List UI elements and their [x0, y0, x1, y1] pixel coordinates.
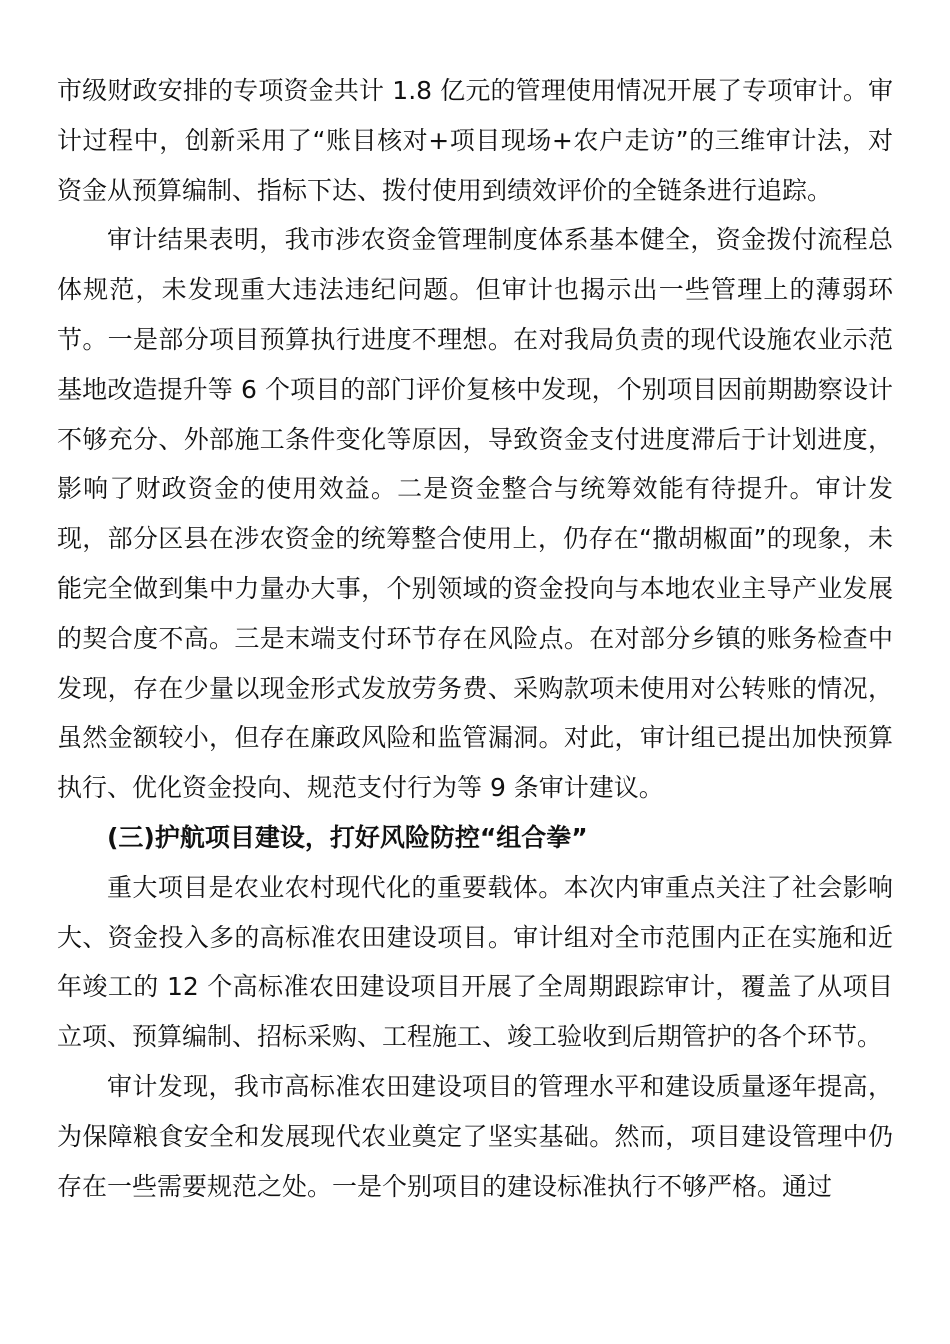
section-heading-project-construction: (三)护航项目建设，打好风险防控“组合拳”: [107, 822, 588, 852]
document-body: [57, 66, 893, 1211]
paragraph-farmland-findings: 审计发现，我市高标准农田建设项目的管理水平和建设质量逐年提高，为保障粮食安全和发展现代农业奠定了坚实基础。然而，项目建设管理中仍存在一些需要规范之处。一是个别项目的建设标准执行不够严格。通过: [57, 1071, 893, 1201]
paragraph-audit-method: 市级财政安排的专项资金共计 1.8 亿元的管理使用情况开展了专项审计。审计过程中，创新采用了“账目核对+项目现场+农户走访”的三维审计法，对资金从预算编制、指标下达、拨付使用到绩效评价的全链条进行追踪。: [57, 76, 893, 205]
paragraph-audit-results: 审计结果表明，我市涉农资金管理制度体系基本健全，资金拨付流程总体规范，未发现重大违法违纪问题。但审计也揭示出一些管理上的薄弱环节。一是部分项目预算执行进度不理想。在对我局负责的现代设施农业示范基地改造提升等 6 个项目的部门评价复核中发现，个别项目因前期勘察设计不够充分、外部施工条件变化等原因，导致资金支付进度滞后于计划进度，影响了财政资金的使用效益。二是资金整合与统筹效能有待提升。审计发现，部分区县在涉农资金的统筹整合使用上，仍存在“撒胡椒面”的现象，未能完全做到集中力量办大事，个别领域的资金投向与本地农业主导产业发展的契合度不高。三是末端支付环节存在风险点。在对部分乡镇的账务检查中发现，存在少量以现金形式发放劳务费、采购款项未使用对公转账的情况，虽然金额较小，但存在廉政风险和监管漏洞。对此，审计组已提出加快预算执行、优化资金投向、规范支付行为等 9 条审计建议。: [57, 225, 893, 803]
paragraph-major-projects: 重大项目是农业农村现代化的重要载体。本次内审重点关注了社会影响大、资金投入多的高标准农田建设项目。审计组对全市范围内正在实施和近年竣工的 12 个高标准农田建设项目开展了全周期跟踪审计，覆盖了从项目立项、预算编制、招标采购、工程施工、竣工验收到后期管护的各个环节。: [57, 872, 893, 1052]
